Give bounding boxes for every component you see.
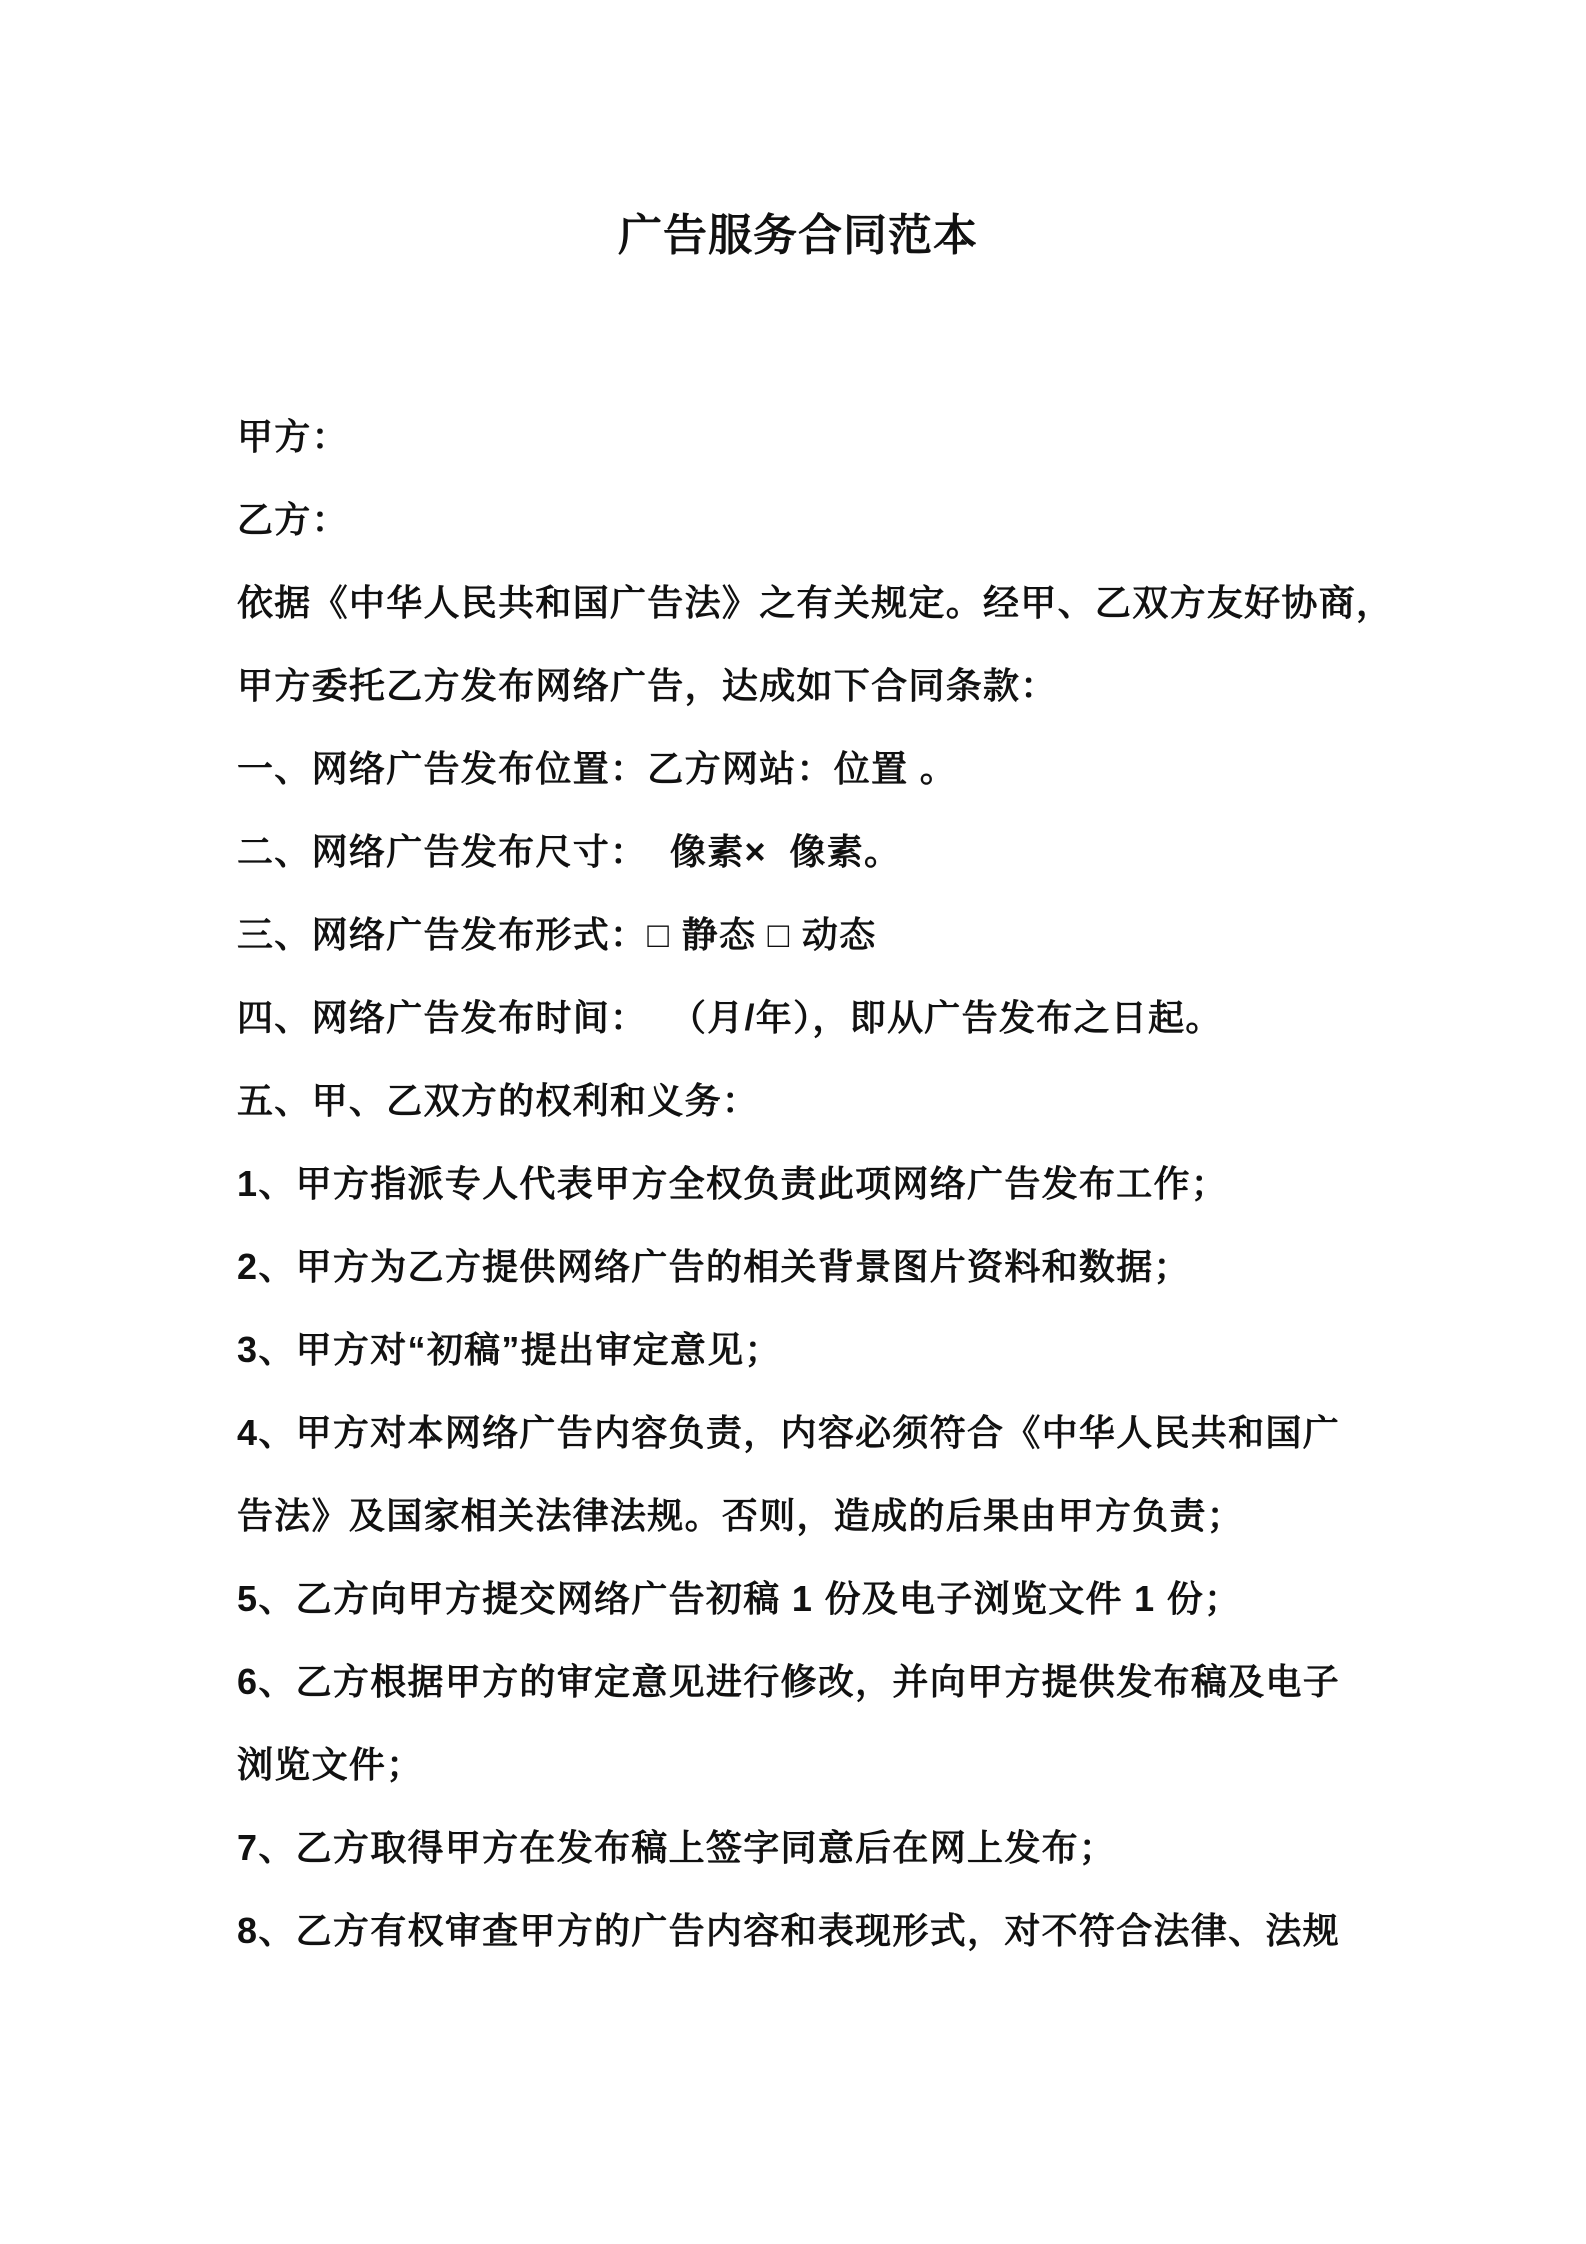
party-b-line: 乙方：	[237, 499, 349, 540]
clause-5-rights-heading: 五、甲、乙双方的权利和义务：	[237, 1080, 760, 1121]
item-4-line-2: 告法》及国家相关法律法规。否则，造成的后果由甲方负责；	[237, 1495, 1245, 1536]
clause-2-size: 二、网络广告发布尺寸： 像素× 像素。	[237, 831, 902, 872]
item-5-line: 5、乙方向甲方提交网络广告初稿 1 份及电子浏览文件 1 份；	[237, 1578, 1242, 1619]
preamble-line-2: 甲方委托乙方发布网络广告，达成如下合同条款：	[237, 665, 1058, 706]
document-title: 广告服务合同范本	[618, 211, 978, 260]
item-6-line-1: 6、乙方根据甲方的审定意见进行修改，并向甲方提供发布稿及电子	[237, 1661, 1341, 1702]
item-4-line-1: 4、甲方对本网络广告内容负责，内容必须符合《中华人民共和国广	[237, 1412, 1341, 1453]
item-1-line: 1、甲方指派专人代表甲方全权负责此项网络广告发布工作；	[237, 1163, 1229, 1204]
party-a-line: 甲方：	[237, 416, 349, 457]
clause-4-time: 四、网络广告发布时间： （月/年），即从广告发布之日起。	[237, 997, 1223, 1038]
item-3-line: 3、甲方对“初稿”提出审定意见；	[237, 1329, 782, 1370]
document-body	[237, 395, 1394, 1972]
item-6-line-2: 浏览文件；	[237, 1744, 424, 1785]
preamble-line-1: 依据《中华人民共和国广告法》之有关规定。经甲、乙双方友好协商，	[237, 582, 1394, 623]
item-2-line: 2、甲方为乙方提供网络广告的相关背景图片资料和数据；	[237, 1246, 1191, 1287]
clause-3-format: 三、网络广告发布形式：□ 静态 □ 动态	[237, 914, 877, 955]
clause-1-position: 一、网络广告发布位置：乙方网站：位置 。	[237, 748, 958, 789]
item-7-line: 7、乙方取得甲方在发布稿上签字同意后在网上发布；	[237, 1827, 1117, 1868]
item-8-line: 8、乙方有权审查甲方的广告内容和表现形式，对不符合法律、法规	[237, 1910, 1341, 1951]
